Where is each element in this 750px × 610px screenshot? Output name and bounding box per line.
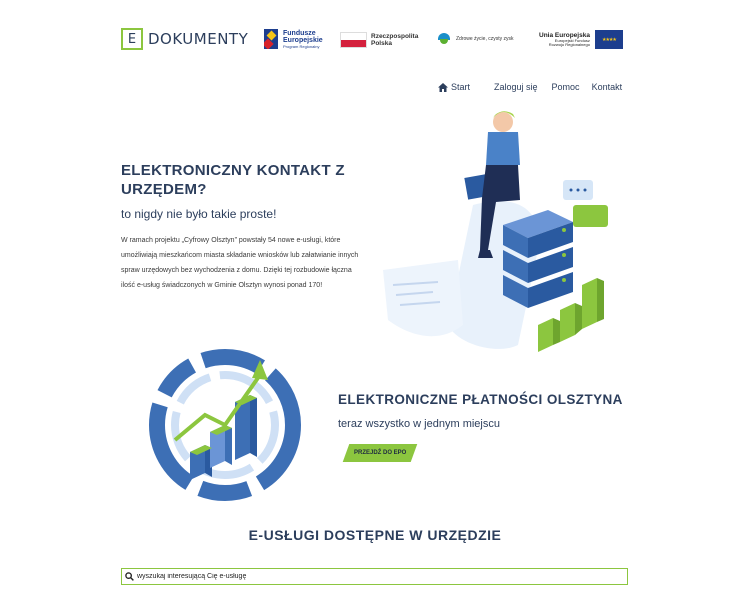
hero-description: W ramach projektu „Cyfrowy Olsztyn” powstały 54 nowe e-usługi, które umożliwiają mieszkańcom miasta składanie wniosków lub załatwianie innych spraw urzędowych bez wychodzenia z domu. Dzięki tej rozbudowie łączna ilość e-usług świadczonych w Gminie Olsztyn wynosi ponad 170! — [121, 237, 359, 289]
fundusze-europejskie-logo — [264, 29, 323, 49]
rzeczpospolita-polska-logo — [340, 32, 423, 48]
eu-flag-icon: ★★★★ — [595, 30, 623, 49]
fe-line1: Fundusze — [283, 29, 316, 37]
service-search-box — [121, 568, 628, 585]
nav-start-label: Start — [451, 82, 471, 92]
logo-mark: E — [121, 28, 143, 50]
growth-chart-illustration — [140, 340, 305, 510]
nav-help[interactable]: Pomoc — [551, 82, 580, 92]
epo-title: ELEKTRONICZNE PŁATNOŚCI OLSZTYNA — [338, 392, 623, 407]
logo-text: DOKUMENTY — [148, 30, 249, 48]
go-to-epo-button[interactable] — [343, 444, 418, 462]
warmia-mazury-icon — [436, 31, 452, 47]
fe-line3: Program Regionalny — [283, 43, 320, 49]
hero-title: ELEKTRONICZNY KONTAKT Z URZĘDEM? — [121, 162, 345, 198]
fe-flag-icon — [264, 29, 278, 49]
hero-subtitle: to nigdy nie było takie proste! — [121, 207, 277, 221]
epo-subtitle: teraz wszystko w jednym miejscu — [338, 418, 500, 430]
services-title: E-USŁUGI DOSTĘPNE W URZĘDZIE — [248, 527, 502, 543]
search-icon — [125, 572, 134, 581]
hero-illustration — [378, 110, 618, 355]
service-search-input[interactable] — [137, 573, 617, 580]
warmia-mazury-logo — [436, 31, 514, 47]
ue-line3: Rozwoju Regionalnego — [548, 42, 590, 48]
nav-start[interactable] — [438, 82, 470, 92]
home-icon — [438, 83, 448, 92]
site-logo[interactable] — [121, 28, 248, 50]
polish-flag-icon — [340, 32, 367, 48]
ue-line1: Unia Europejska — [539, 31, 590, 39]
go-to-epo-label: PRZEJDŹ DO EPO — [353, 450, 407, 456]
rp-text: Rzeczpospolita Polska — [371, 32, 419, 47]
unia-europejska-logo — [539, 30, 623, 49]
ms-text: Zdrowe życie, czysty zysk — [456, 36, 514, 42]
ue-line2: Europejski Fundusz — [554, 37, 590, 43]
fe-line2: Europejskie — [283, 36, 323, 44]
nav-contact[interactable]: Kontakt — [591, 82, 623, 92]
main-nav — [438, 82, 622, 92]
nav-login[interactable]: Zaloguj się — [494, 82, 538, 92]
